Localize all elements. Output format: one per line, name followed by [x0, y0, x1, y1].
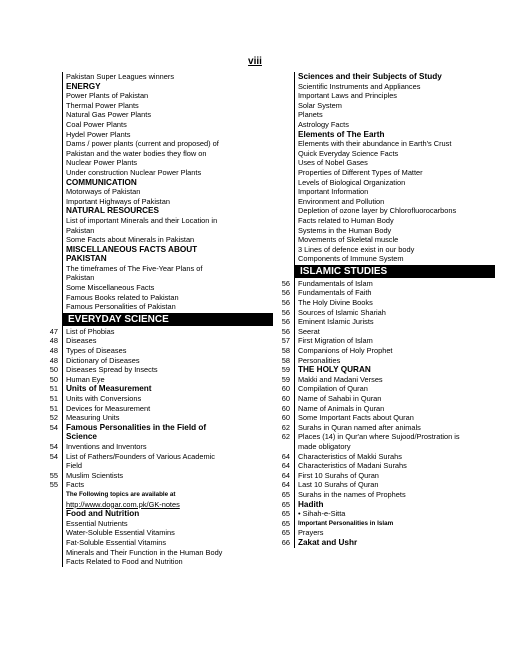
- toc-entry: Scientific Instruments and Appliances: [298, 81, 421, 91]
- toc-entry: Important Information: [298, 187, 369, 197]
- toc-heading: PAKISTAN: [66, 254, 107, 264]
- toc-entry: Water-Soluble Essential Vitamins: [66, 528, 175, 538]
- left-toc-column: [62, 72, 273, 567]
- toc-entry: Name of Sahabi in Quran: [298, 394, 382, 403]
- toc-entry: Compilation of Quran: [298, 384, 368, 394]
- toc-entry: Measuring Units: [66, 413, 120, 423]
- toc-entry: Seerat: [298, 326, 320, 336]
- toc-heading: Hadith: [298, 499, 324, 509]
- toc-heading: Units of Measurement: [66, 384, 152, 394]
- section-banner: ISLAMIC STUDIES: [295, 265, 495, 278]
- toc-entry: Under construction Nuclear Power Plants: [66, 167, 202, 177]
- toc-entry: Components of Immune System: [298, 254, 404, 264]
- toc-entry: Last 10 Surahs of Quran: [298, 480, 379, 490]
- toc-page-number: 62: [281, 423, 290, 432]
- toc-entry: Eminent Islamic Jurists: [298, 317, 374, 327]
- toc-entry: Diseases Spread by Insects: [66, 365, 158, 375]
- toc-entry: Surahs in the names of Prophets: [298, 489, 406, 499]
- toc-page-number: 65: [281, 519, 290, 528]
- toc-page-number: 56: [281, 279, 290, 288]
- toc-page-number: 51: [49, 404, 58, 413]
- toc-entry: Personalities: [298, 355, 341, 365]
- toc-entry: Pakistan and the water bodies they flow on: [66, 148, 207, 158]
- toc-entry: Coal Power Plants: [66, 119, 127, 129]
- page-number: viii: [248, 56, 262, 67]
- toc-page-number: 65: [281, 528, 290, 537]
- toc-entry: Important Highways of Pakistan: [66, 196, 170, 206]
- toc-entry: List of important Minerals and their Location in: [66, 215, 218, 225]
- toc-heading: MISCELLANEOUS FACTS ABOUT: [66, 244, 198, 254]
- toc-entry: Dams / power plants (current and proposed) of: [66, 139, 219, 149]
- toc-page-number: 52: [49, 413, 58, 422]
- toc-entry: Companions of Holy Prophet: [298, 346, 393, 356]
- toc-page-number: 59: [281, 375, 290, 384]
- toc-page-number: 57: [281, 336, 290, 345]
- toc-entry: Quick Everyday Science Facts: [298, 148, 399, 158]
- toc-entry: Planets: [298, 110, 323, 120]
- toc-entry: Solar System: [298, 100, 342, 110]
- toc-entry: Important Laws and Principles: [298, 91, 398, 101]
- toc-entry: Units with Conversions: [66, 394, 142, 403]
- toc-page-number: 54: [49, 452, 58, 461]
- toc-page-number: 62: [281, 432, 290, 441]
- section-banner: EVERYDAY SCIENCE: [63, 313, 273, 326]
- toc-entry: Field: [66, 461, 83, 471]
- toc-entry: Places (14) in Qur'an where Sujood/Prostration is: [298, 432, 460, 442]
- toc-entry: Nuclear Power Plants: [66, 158, 138, 168]
- toc-entry: Famous Personalities of Pakistan: [66, 302, 176, 312]
- toc-entry: Motorways of Pakistan: [66, 187, 141, 197]
- toc-entry: Human Eye: [66, 374, 105, 384]
- toc-entry: Pakistan Super Leagues winners: [66, 72, 175, 81]
- toc-page-number: 58: [281, 346, 290, 355]
- toc-heading: THE HOLY QURAN: [298, 365, 371, 375]
- toc-heading: ENERGY: [66, 81, 101, 91]
- toc-entry: made obligatory: [298, 441, 351, 451]
- toc-page-number: 59: [281, 365, 290, 374]
- toc-entry: Hydel Power Plants: [66, 129, 131, 139]
- toc-entry: Astrology Facts: [298, 119, 349, 129]
- toc-entry: Power Plants of Pakistan: [66, 91, 149, 101]
- toc-page-number: 66: [281, 538, 290, 547]
- toc-entry: Facts Related to Food and Nutrition: [66, 557, 183, 567]
- toc-entry: Thermal Power Plants: [66, 100, 139, 110]
- right-toc-column: [294, 72, 495, 548]
- toc-page-number: 50: [49, 375, 58, 384]
- toc-entry: Levels of Biological Organization: [298, 177, 406, 187]
- toc-entry: Muslim Scientists: [66, 470, 124, 480]
- toc-heading: Food and Nutrition: [66, 509, 140, 519]
- toc-heading: Elements of The Earth: [298, 129, 385, 139]
- toc-heading: Zakat and Ushr: [298, 537, 358, 547]
- toc-entry: Environment and Pollution: [298, 196, 385, 206]
- toc-page-number: 64: [281, 480, 290, 489]
- toc-page-number: 64: [281, 452, 290, 461]
- toc-entry: Important Personalities in Islam: [298, 519, 394, 527]
- toc-entry: Surahs in Quran named after animals: [298, 422, 421, 432]
- toc-entry: Systems in the Human Body: [298, 225, 392, 235]
- toc-entry: Depletion of ozone layer by Chlorofluorocarbons: [298, 206, 457, 216]
- toc-page-number: 47: [49, 327, 58, 336]
- toc-page-number: 48: [49, 336, 58, 345]
- toc-entry: Natural Gas Power Plants: [66, 110, 152, 120]
- toc-entry: Some Facts about Minerals in Pakistan: [66, 235, 195, 245]
- toc-page-number: 65: [281, 509, 290, 518]
- toc-page-number: 60: [281, 404, 290, 413]
- toc-page-number: 58: [281, 356, 290, 365]
- toc-entry: List of Fathers/Founders of Various Academic: [66, 451, 215, 461]
- toc-page-number: 56: [281, 308, 290, 317]
- toc-entry: Diseases: [66, 336, 97, 346]
- toc-page-number: 54: [49, 423, 58, 432]
- toc-heading: Science: [66, 432, 97, 442]
- toc-heading: Famous Personalities in the Field of: [66, 422, 207, 432]
- toc-heading: Sciences and their Subjects of Study: [298, 72, 442, 81]
- toc-entry: Characteristics of Makki Surahs: [298, 451, 402, 461]
- toc-entry: Fundamentals of Islam: [298, 278, 373, 288]
- toc-entry: Facts: [66, 480, 85, 490]
- toc-entry: Inventions and Inventors: [66, 441, 147, 451]
- toc-page-number: 65: [281, 490, 290, 499]
- toc-entry: Dictionary of Diseases: [66, 355, 140, 365]
- toc-page-number: 56: [281, 288, 290, 297]
- toc-entry: Prayers: [298, 528, 324, 538]
- toc-page-number: 55: [49, 480, 58, 489]
- toc-page-number: 64: [281, 471, 290, 480]
- toc-heading: NATURAL RESOURCES: [66, 206, 159, 216]
- toc-page-number: 51: [49, 384, 58, 393]
- toc-entry: Makki and Madani Verses: [298, 374, 383, 384]
- toc-link[interactable]: http://www.dogar.com.pk/GK-notes: [66, 499, 180, 509]
- toc-entry: Types of Diseases: [66, 346, 127, 356]
- toc-page-number: 51: [49, 394, 58, 403]
- toc-heading: COMMUNICATION: [66, 177, 137, 187]
- toc-entry: The Holy Divine Books: [298, 298, 373, 308]
- toc-page-number: 56: [281, 298, 290, 307]
- toc-entry: List of Phobias: [66, 326, 115, 336]
- toc-entry: Some Important Facts about Quran: [298, 413, 414, 423]
- toc-entry: Uses of Nobel Gases: [298, 158, 368, 168]
- toc-entry: Pakistan: [66, 225, 95, 235]
- toc-entry: Famous Books related to Pakistan: [66, 292, 179, 302]
- toc-entry: Name of Animals in Quran: [298, 403, 385, 413]
- toc-page-number: 48: [49, 356, 58, 365]
- toc-entry: Devices for Measurement: [66, 403, 151, 413]
- toc-page-number: 60: [281, 394, 290, 403]
- toc-entry: First Migration of Islam: [298, 336, 373, 346]
- toc-entry: Elements with their abundance in Earth's Crust: [298, 139, 452, 149]
- toc-entry: Movements of Skeletal muscle: [298, 235, 399, 245]
- toc-entry: Properties of Different Types of Matter: [298, 167, 423, 177]
- toc-page-number: 60: [281, 413, 290, 422]
- toc-page-number: 48: [49, 346, 58, 355]
- toc-entry: The Following topics are available at: [66, 490, 176, 498]
- toc-page-number: 65: [281, 500, 290, 509]
- toc-entry: • Sihah-e-Sitta: [298, 509, 346, 519]
- toc-entry: Minerals and Their Function in the Human Body: [66, 547, 223, 557]
- toc-page-number: 64: [281, 461, 290, 470]
- toc-entry: The timeframes of The Five-Year Plans of: [66, 263, 203, 273]
- toc-entry: Some Miscellaneous Facts: [66, 283, 155, 293]
- toc-page-number: 56: [281, 327, 290, 336]
- toc-entry: First 10 Surahs of Quran: [298, 470, 379, 480]
- toc-entry: Characteristics of Madani Surahs: [298, 461, 407, 471]
- toc-entry: Essential Nutrients: [66, 518, 128, 528]
- toc-page-number: 55: [49, 471, 58, 480]
- toc-entry: Sources of Islamic Shariah: [298, 307, 386, 317]
- toc-entry: Fat-Soluble Essential Vitamins: [66, 537, 167, 547]
- toc-entry: Pakistan: [66, 273, 95, 283]
- toc-page-number: 50: [49, 365, 58, 374]
- toc-page-number: 60: [281, 384, 290, 393]
- toc-entry: 3 Lines of defence exist in our body: [298, 244, 415, 254]
- toc-entry: Facts related to Human Body: [298, 215, 394, 225]
- toc-entry: Fundamentals of Faith: [298, 288, 372, 298]
- toc-page-number: 56: [281, 317, 290, 326]
- toc-page-number: 54: [49, 442, 58, 451]
